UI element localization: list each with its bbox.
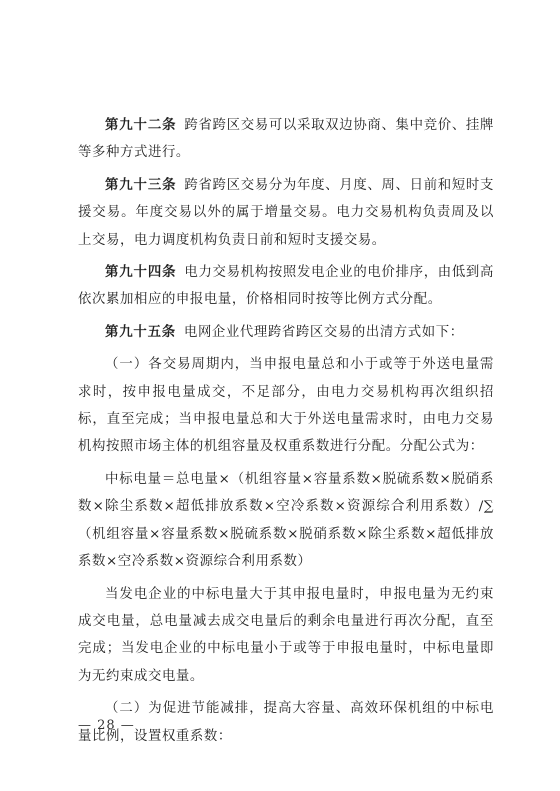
clause-2-paragraph: （二）为促进节能减排，提高大容量、高效环保机组的中标电量比例，设置权重系数： — [78, 701, 494, 744]
article-number: 第九十五条 — [105, 324, 176, 340]
page-number: — 28 — — [78, 718, 135, 733]
article-93 — [78, 172, 494, 254]
clause-1-paragraph: （一）各交易周期内，当申报电量总和小于或等于外送电量需求时，按申报电量成交，不足部分，由电力交易机构再次组织招标，直至完成；当申报电量总和大于外送电量需求时，由电力交易机构按照市场主体的机组容量及权重系数进行分配。分配公式为： — [78, 357, 494, 455]
article-text: 电力交易机构按照发电企业的电价排序，由低到高依次累加相应的申报电量，价格相同时按等比例方式分配。 — [78, 265, 494, 308]
article-number: 第九十二条 — [105, 118, 177, 133]
article-text: 电网企业代理跨省跨区交易的出清方式如下： — [183, 324, 464, 340]
unconstrained-volume-paragraph: 当发电企业的中标电量大于其申报电量时，申报电量为无约束成交电量，总电量减去成交电量后的剩余电量进行再次分配，直至完成；当发电企业的中标电量小于或等于申报电量时，中标电量即为无约束成交电量。 — [78, 586, 494, 684]
allocation-formula: 中标电量＝总电量×（机组容量×容量系数×脱硫系数×脱硝系数×除尘系数×超低排放系数×空冷系数×资源综合利用系数）/∑（机组容量×容量系数×脱硫系数×脱硝系数×除尘系数×超低排放系数×空冷系数×资源综合利用系数） — [78, 471, 494, 570]
article-95 — [78, 319, 494, 346]
article-94 — [78, 259, 494, 314]
article-number: 第九十三条 — [105, 177, 177, 193]
article-text: 跨省跨区交易分为年度、月度、周、日前和短时支援交易。年度交易以外的属于增量交易。电力交易机构负责周及以上交易，电力调度机构负责日前和短时支援交易。 — [78, 177, 494, 248]
document-body — [78, 112, 494, 755]
article-92 — [78, 112, 494, 167]
article-number: 第九十四条 — [105, 265, 177, 281]
article-text: 跨省跨区交易可以采取双边协商、集中竞价、挂牌等多种方式进行。 — [78, 118, 494, 161]
